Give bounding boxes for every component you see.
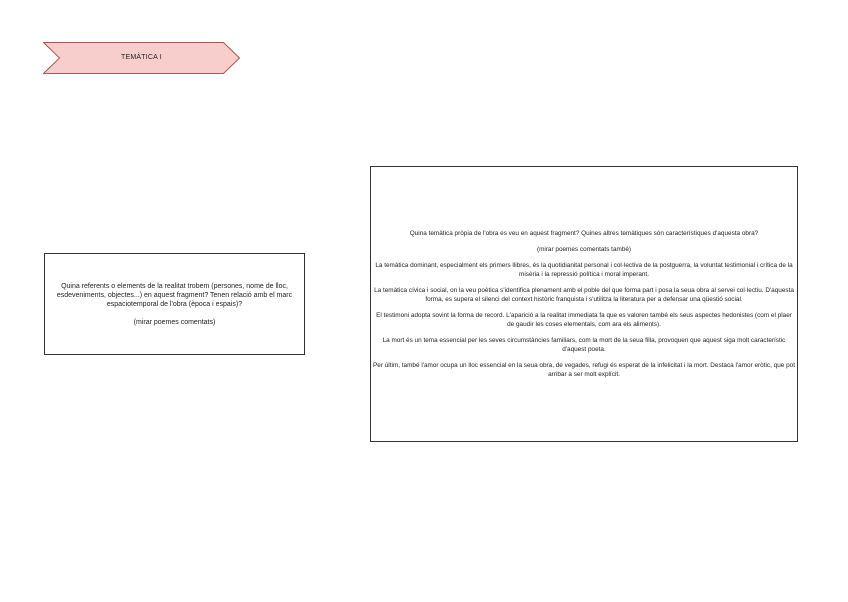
thematic-paragraph-testimony: El testimoni adopta sovint la forma de record. L'aparició a la realitat immediata fa que es valoren també els seus aspectes hedonistes (com el plaer de gaudir les coses elementals, com ara els aliments). bbox=[376, 312, 792, 328]
referents-note-text: (mirar poemes comentats) bbox=[133, 318, 216, 326]
thematic-paragraph-civic: La temàtica cívica i social, on la veu poètica s'identifica plenament amb el poble del que forma part i posa la seua obra al servei col·lectiu. D'aquesta forma, es supera el silenci del context històric franquista i s'utilitza la literatura per a defensar una qüestió social. bbox=[374, 287, 794, 303]
thematic-paragraph-dominant: La temàtica dominant, especialment els primers llibres, és la quotidianitat personal i col·lectiva de la postguerra, la voluntat testimonial i crítica de la misèria i la repressió política i moral imperant. bbox=[375, 262, 793, 278]
topic-header-label: TEMÀTICA I bbox=[121, 54, 162, 61]
referents-question-text: Quina referents o elements de la realitat trobem (persones, nome de lloc, esdeveniments, objectes...) en aquest fragment? Tenen relació amb el marc espaciotemporal de l'obra (època i espais)? bbox=[56, 282, 293, 308]
topic-header-tag[interactable] bbox=[43, 42, 240, 74]
thematic-paragraph-death: La mort és un tema essencial per les seves circumstàncies familiars, com la mort de la seua filla, provoquen que aquest siga molt característic d'aquest poeta. bbox=[382, 337, 786, 353]
thematic-question-text: Quina temàtica pròpia de l'obra es veu en aquest fragment? Quines altres temàtiques són característiques d'aquesta obra? bbox=[409, 230, 759, 237]
thematic-note-text: (mirar poemes comentats també) bbox=[536, 246, 632, 253]
referents-question-box[interactable] bbox=[44, 253, 305, 355]
thematic-paragraph-love: Per últim, també l'amor ocupa un lloc essencial en la seua obra, de vegades, refugi és esperat de la infelicitat i la mort. Destaca l'amor eròtic, que pot arribar a ser molt explícit. bbox=[373, 362, 795, 378]
thematic-answer-box[interactable] bbox=[370, 166, 798, 442]
